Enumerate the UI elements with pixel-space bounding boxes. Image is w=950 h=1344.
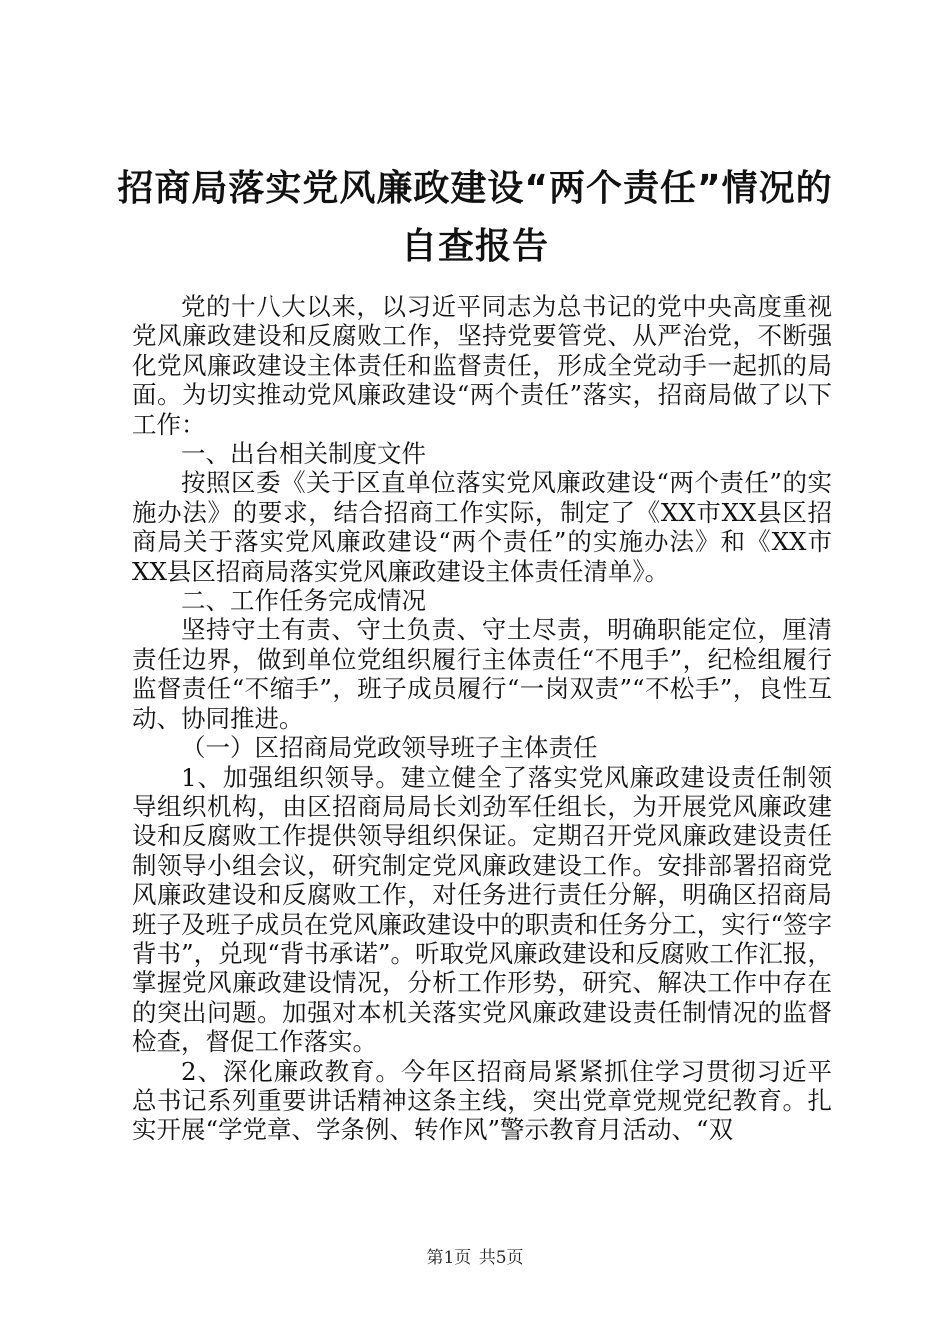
body-paragraph: 1、加强组织领导。建立健全了落实党风廉政建设责任制领导组织机构，由区招商局局长刘劲军任组长，为开展党风廉政建设和反腐败工作提供领导组织保证。定期召开党风廉政建设责任制领导小组会议，研究制定党风廉政建设工作。安排部署招商党风廉政建设和反腐败工作，对任务进行责任分解，明确区招商局班子及班子成员在党风廉政建设中的职责和任务分工，实行“签字背书”，兑现“背书承诺”。听取党风廉政建设和反腐败工作汇报，掌握党风廉政建设情况，分析工作形势，研究、解决工作中存在的突出问题。加强对本机关落实党风廉政建设责任制情况的监督检查，督促工作落实。 [132,762,832,1057]
document-title-line-1: 招商局落实党风廉政建设“两个责任”情况的 [117,168,833,209]
section-heading-1: 一、出台相关制度文件 [181,439,426,469]
document-body [132,292,832,1145]
document-title-line-2: 自查报告 [400,226,549,267]
subsection-heading-1: （一）区招商局党政领导班子主体责任 [181,733,598,763]
intro-paragraph: 党的十八大以来，以习近平同志为总书记的党中央高度重视党风廉政建设和反腐败工作，坚持党要管党、从严治党，不断强化党风廉政建设主体责任和监督责任，形成全党动手一起抓的局面。为切实推动党风廉政建设“两个责任”落实，招商局做了以下工作： [132,292,832,439]
section-heading-2: 二、工作任务完成情况 [181,586,426,616]
page-footer [0,1243,950,1268]
body-paragraph: 2、深化廉政教育。今年区招商局紧紧抓住学习贯彻习近平总书记系列重要讲话精神这条主线，突出党章党规党纪教育。扎实开展“学党章、学条例、转作风”警示教育月活动、“双 [132,1056,832,1145]
body-paragraph: 坚持守土有责、守土负责、守土尽责，明确职能定位，厘清责任边界，做到单位党组织履行主体责任“不甩手”，纪检组履行监督责任“不缩手”，班子成员履行“一岗双责”“不松手”，良性互动、协同推进。 [132,615,832,733]
page-number: 第1页 [426,1248,472,1268]
body-paragraph: 按照区委《关于区直单位落实党风廉政建设“两个责任”的实施办法》的要求，结合招商工作实际，制定了《XX市XX县区招商局关于落实党风廉政建设“两个责任”的实施办法》和《XX市XX县区招商局落实党风廉政建设主体责任清单》。 [132,468,832,586]
page-total: 共5页 [478,1248,524,1268]
